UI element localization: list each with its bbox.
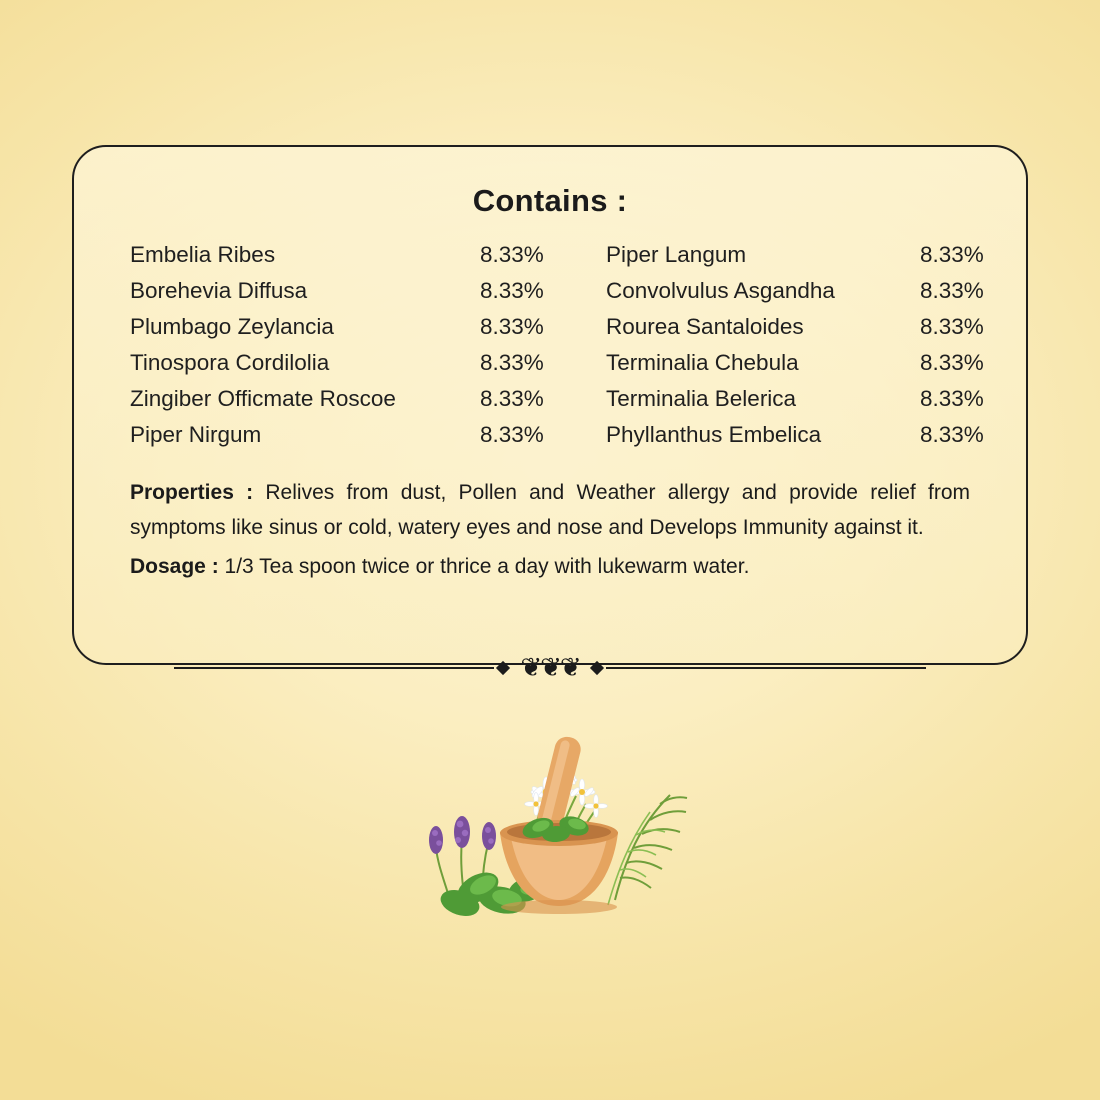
ingredient-percent: 8.33% xyxy=(920,314,984,339)
body-text xyxy=(130,475,970,584)
ingredient-percent: 8.33% xyxy=(920,422,984,447)
ingredient-percent: 8.33% xyxy=(920,350,984,375)
contains-card xyxy=(72,145,1028,665)
dosage-label: Dosage : xyxy=(130,555,219,578)
ingredient-percent: 8.33% xyxy=(480,386,544,411)
ingredient-name: Zingiber Officmate Roscoe xyxy=(130,386,396,411)
properties-label: Properties : xyxy=(130,481,254,504)
divider-line-left xyxy=(174,667,494,669)
ingredient-percent: 8.33% xyxy=(480,314,544,339)
ingredient-percent: 8.33% xyxy=(480,422,544,447)
ingredient-name: Piper Langum xyxy=(606,242,747,267)
divider-line-right xyxy=(606,667,926,669)
ingredient-name: Plumbago Zeylancia xyxy=(130,314,334,339)
ingredient-name: Borehevia Diffusa xyxy=(130,278,308,303)
dosage-text: 1/3 Tea spoon twice or thrice a day with lukewarm water. xyxy=(224,555,750,578)
dosage-paragraph xyxy=(130,549,970,584)
card-title: Contains : xyxy=(472,183,628,218)
divider-diamond-right xyxy=(590,661,604,675)
ingredient-name: Convolvulus Asgandha xyxy=(606,278,835,303)
ingredient-name: Terminalia Chebula xyxy=(606,350,799,375)
ingredient-name: Phyllanthus Embelica xyxy=(606,422,822,447)
ornamental-divider xyxy=(0,648,1100,688)
ingredient-percent: 8.33% xyxy=(920,242,984,267)
ingredients-table xyxy=(130,237,984,453)
mortar-and-pestle-herbs-illustration xyxy=(350,700,750,940)
properties-text: Relives from dust, Pollen and Weather allergy and provide relief from symptoms like sinus or cold, watery eyes and nose and Develops Immunity against it. xyxy=(130,481,971,539)
ingredient-percent: 8.33% xyxy=(920,386,984,411)
ingredient-name: Tinospora Cordilolia xyxy=(130,350,330,375)
ingredient-name: Rourea Santaloides xyxy=(606,314,804,339)
divider-diamond-left xyxy=(496,661,510,675)
ingredient-percent: 8.33% xyxy=(480,350,544,375)
divider-ornament-icon: ❦❦❦ xyxy=(520,653,580,683)
ingredient-percent: 8.33% xyxy=(920,278,984,303)
ingredient-name: Terminalia Belerica xyxy=(606,386,797,411)
ingredient-name: Piper Nirgum xyxy=(130,422,262,447)
ingredient-name: Embelia Ribes xyxy=(130,242,276,267)
ingredient-percent: 8.33% xyxy=(480,242,544,267)
properties-paragraph xyxy=(130,475,970,545)
ingredient-percent: 8.33% xyxy=(480,278,544,303)
